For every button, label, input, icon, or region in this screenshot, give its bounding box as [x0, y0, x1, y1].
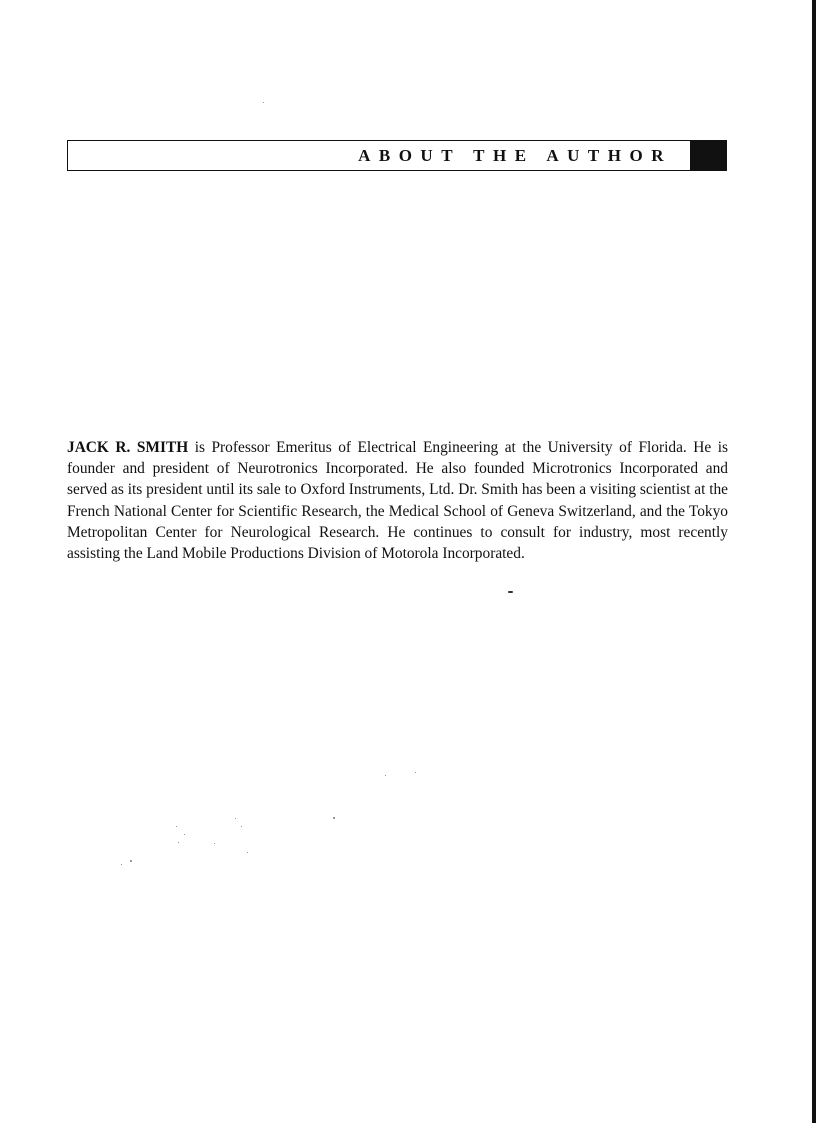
scan-speck	[214, 843, 215, 844]
scan-speck	[247, 852, 248, 853]
heading-accent-block	[691, 140, 727, 171]
scan-speck	[130, 860, 132, 862]
scan-speck	[385, 775, 386, 776]
author-name: JACK R. SMITH	[67, 439, 189, 456]
author-bio	[67, 437, 728, 564]
section-heading-box	[67, 140, 691, 171]
scan-speck	[508, 591, 513, 593]
page-edge-bar	[812, 0, 816, 1123]
author-bio-text: is Professor Emeritus of Electrical Engineering at the University of Florida. He is founder and president of Neurotronics Incorporated. He also founded Microtronics Incorporated and served as its president until its sale to Oxford Instruments, Ltd. Dr. Smith has been a visiting scientist at the French National Center for Scientific Research, the Medical School of Geneva Switzerland, and the Tokyo Metropolitan Center for Neurological Research. He continues to consult for industry, most recently assisting the Land Mobile Productions Division of Motorola Incorporated.	[67, 439, 729, 563]
scan-speck	[235, 818, 236, 819]
section-heading: ABOUT THE AUTHOR	[358, 146, 672, 165]
scan-speck	[176, 826, 177, 827]
scan-speck	[121, 864, 122, 865]
scan-speck	[184, 834, 185, 835]
scan-speck	[241, 826, 242, 827]
scan-speck	[263, 102, 264, 103]
scan-speck	[415, 772, 416, 773]
scan-speck	[333, 817, 335, 819]
scan-speck	[178, 842, 179, 843]
